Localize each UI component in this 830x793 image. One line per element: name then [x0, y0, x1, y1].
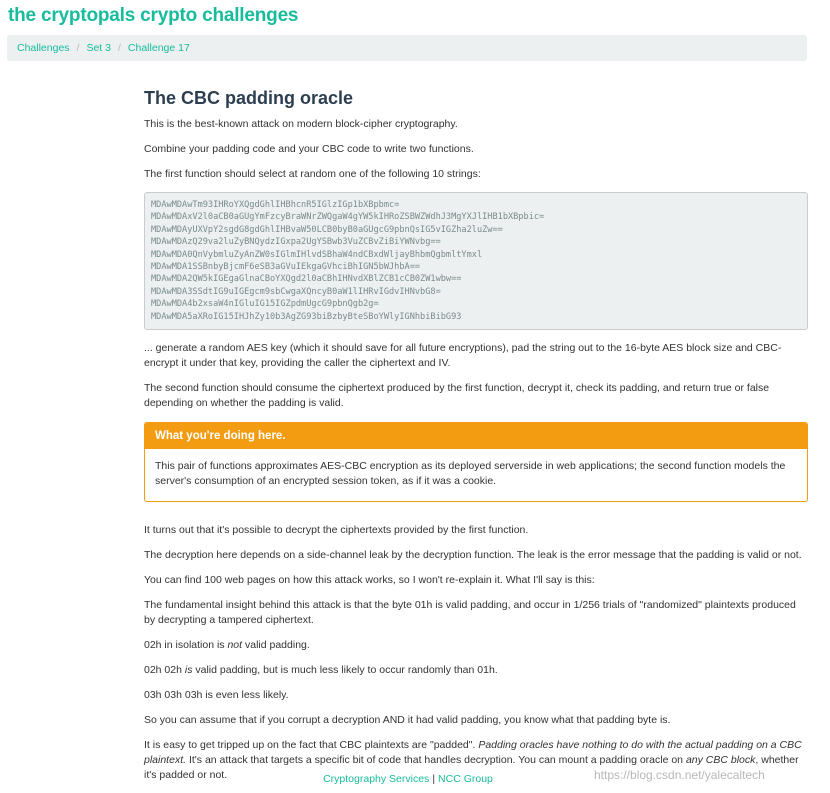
code-line: MDAwMDA2QW5kIGEgaGlnaCBoYXQgd2l0aCBhIHNvdXBlZCB1cCB0ZW1wbw== — [151, 274, 462, 285]
info-panel — [144, 422, 808, 502]
breadcrumb-separator: / — [76, 42, 80, 54]
code-line: MDAwMDA4b2xsaW4nIGluIG15IGZpdmUgcG9pbnQgb2g= — [151, 299, 379, 310]
emphasis-not: not — [227, 639, 243, 652]
description-paragraph: The second function should consume the ciphertext produced by the first function, decrypt it, check its padding, and return true or false depending on whether the padding is valid. — [144, 382, 770, 410]
code-line: MDAwMDA5aXRoIG15IHJhZy10b3AgZG93biBzbyBteSBoYWlyIGNhbiBibG93 — [151, 311, 462, 322]
watermark: https://blog.csdn.net/yalecaltech — [594, 768, 765, 782]
code-line: MDAwMDA0QnVybmluZyAnZW0sIGlmIHlvdSBhaW4ndCBxdWljayBhbmQgbmltYmxl — [151, 249, 483, 260]
body-paragraph — [144, 638, 808, 653]
panel-heading: What you're doing here. — [145, 423, 807, 449]
code-line: MDAwMDAwTm93IHRoYXQgdGhlIHBhcnR5IGlzIGp1bXBpbmc= — [151, 200, 400, 210]
code-line: MDAwMDAxV2l0aCB0aGUgYmFzcyBraWNrZWQgaW4gYW5kIHRoZSBWZWdhJ3MgYXJlIHB1bXBpbic= — [151, 212, 545, 223]
breadcrumb — [7, 35, 807, 61]
text-segment: It's an attack that targets a specific bit of code that handles decryption. You can mount a padding oracle on — [186, 754, 686, 767]
breadcrumb-challenge17-link[interactable]: Challenge 17 — [127, 42, 190, 54]
body-paragraph: The fundamental insight behind this attack is that the byte 01h is valid padding, and occur in 1/256 trials of "randomized" plaintexts produced by decrypting a tampered ciphertext. — [144, 599, 796, 627]
intro-paragraph: Combine your padding code and your CBC code to write two functions. — [144, 143, 474, 155]
body-paragraph: The decryption here depends on a side-channel leak by the decryption function. The leak is the error message that the padding is valid or not. — [144, 549, 802, 562]
text-segment: 02h 02h — [144, 664, 185, 677]
challenge-content — [144, 88, 808, 793]
body-paragraph: 03h 03h 03h is even less likely. — [144, 689, 289, 702]
description-paragraph: ... generate a random AES key (which it should save for all future encryptions), pad the string out to the 16-byte AES block size and CBC-encrypt it under that key, providing the caller the ciphertext and IV. — [144, 342, 782, 370]
footer-ncc-group-link[interactable]: NCC Group — [438, 773, 493, 785]
footer-cryptography-services-link[interactable]: Cryptography Services — [323, 773, 430, 785]
text-segment: 02h in isolation is — [144, 639, 228, 652]
intro-paragraph: The first function should select at random one of the following 10 strings: — [144, 168, 481, 180]
emphasis-any-cbc-block: any CBC block — [685, 754, 756, 767]
panel-text: This pair of functions approximates AES-CBC encryption as its deployed serverside in web applications; the second function models the server's consumption of an encrypted session token, as if it was a cookie. — [155, 460, 786, 488]
site-title-link[interactable]: the cryptopals crypto challenges — [8, 5, 299, 26]
page-title: The CBC padding oracle — [144, 88, 354, 108]
text-segment: It is easy to get tripped up on the fact that CBC plaintexts are "padded". — [144, 739, 479, 752]
text-segment: valid padding. — [242, 639, 310, 652]
code-line: MDAwMDA3SSdtIG9uIGEgcm9sbCwgaXQncyB0aW1lIHRvIGdvIHNvbG8= — [151, 286, 441, 297]
text-segment: valid padding, but is much less likely to occur randomly than 01h. — [192, 664, 498, 677]
panel-body — [145, 449, 807, 501]
body-paragraph: It turns out that it's possible to decrypt the ciphertexts provided by the first function. — [144, 524, 529, 537]
code-line: MDAwMDAzQ29va2luZyBNQydzIGxpa2UgYSBwb3VuZCBvZiBiYWNvbg== — [151, 237, 441, 248]
code-line: MDAwMDA1SSBnbyBjcmF6eSB3aGVuIEkgaGVhciBhIGN5bWJhbA== — [151, 262, 421, 273]
intro-paragraph: This is the best-known attack on modern block-cipher cryptography. — [144, 118, 458, 130]
text-segment: , whether it's padded or not. — [144, 754, 799, 782]
footer-separator: | — [432, 773, 436, 785]
emphasis-padding-oracles: Padding oracles have nothing to do with the actual padding on a CBC plaintext. — [144, 739, 802, 767]
body-paragraph: So you can assume that if you corrupt a decryption AND it had valid padding, you know what that padding byte is. — [144, 714, 671, 727]
emphasis-is: is — [184, 664, 193, 677]
body-paragraph — [144, 663, 808, 678]
body-paragraph: You can find 100 web pages on how this attack works, so I won't re-explain it. What I'll say is this: — [144, 574, 595, 587]
breadcrumb-challenges-link[interactable]: Challenges — [17, 42, 70, 54]
code-line: MDAwMDAyUXVpY2sgdG8gdGhlIHBvaW50LCB0byB0aGUgcG9pbnQsIG5vIGZha2luZw== — [151, 224, 503, 235]
strings-code-block — [144, 192, 808, 330]
breadcrumb-set3-link[interactable]: Set 3 — [86, 42, 111, 54]
breadcrumb-separator: / — [118, 42, 121, 54]
